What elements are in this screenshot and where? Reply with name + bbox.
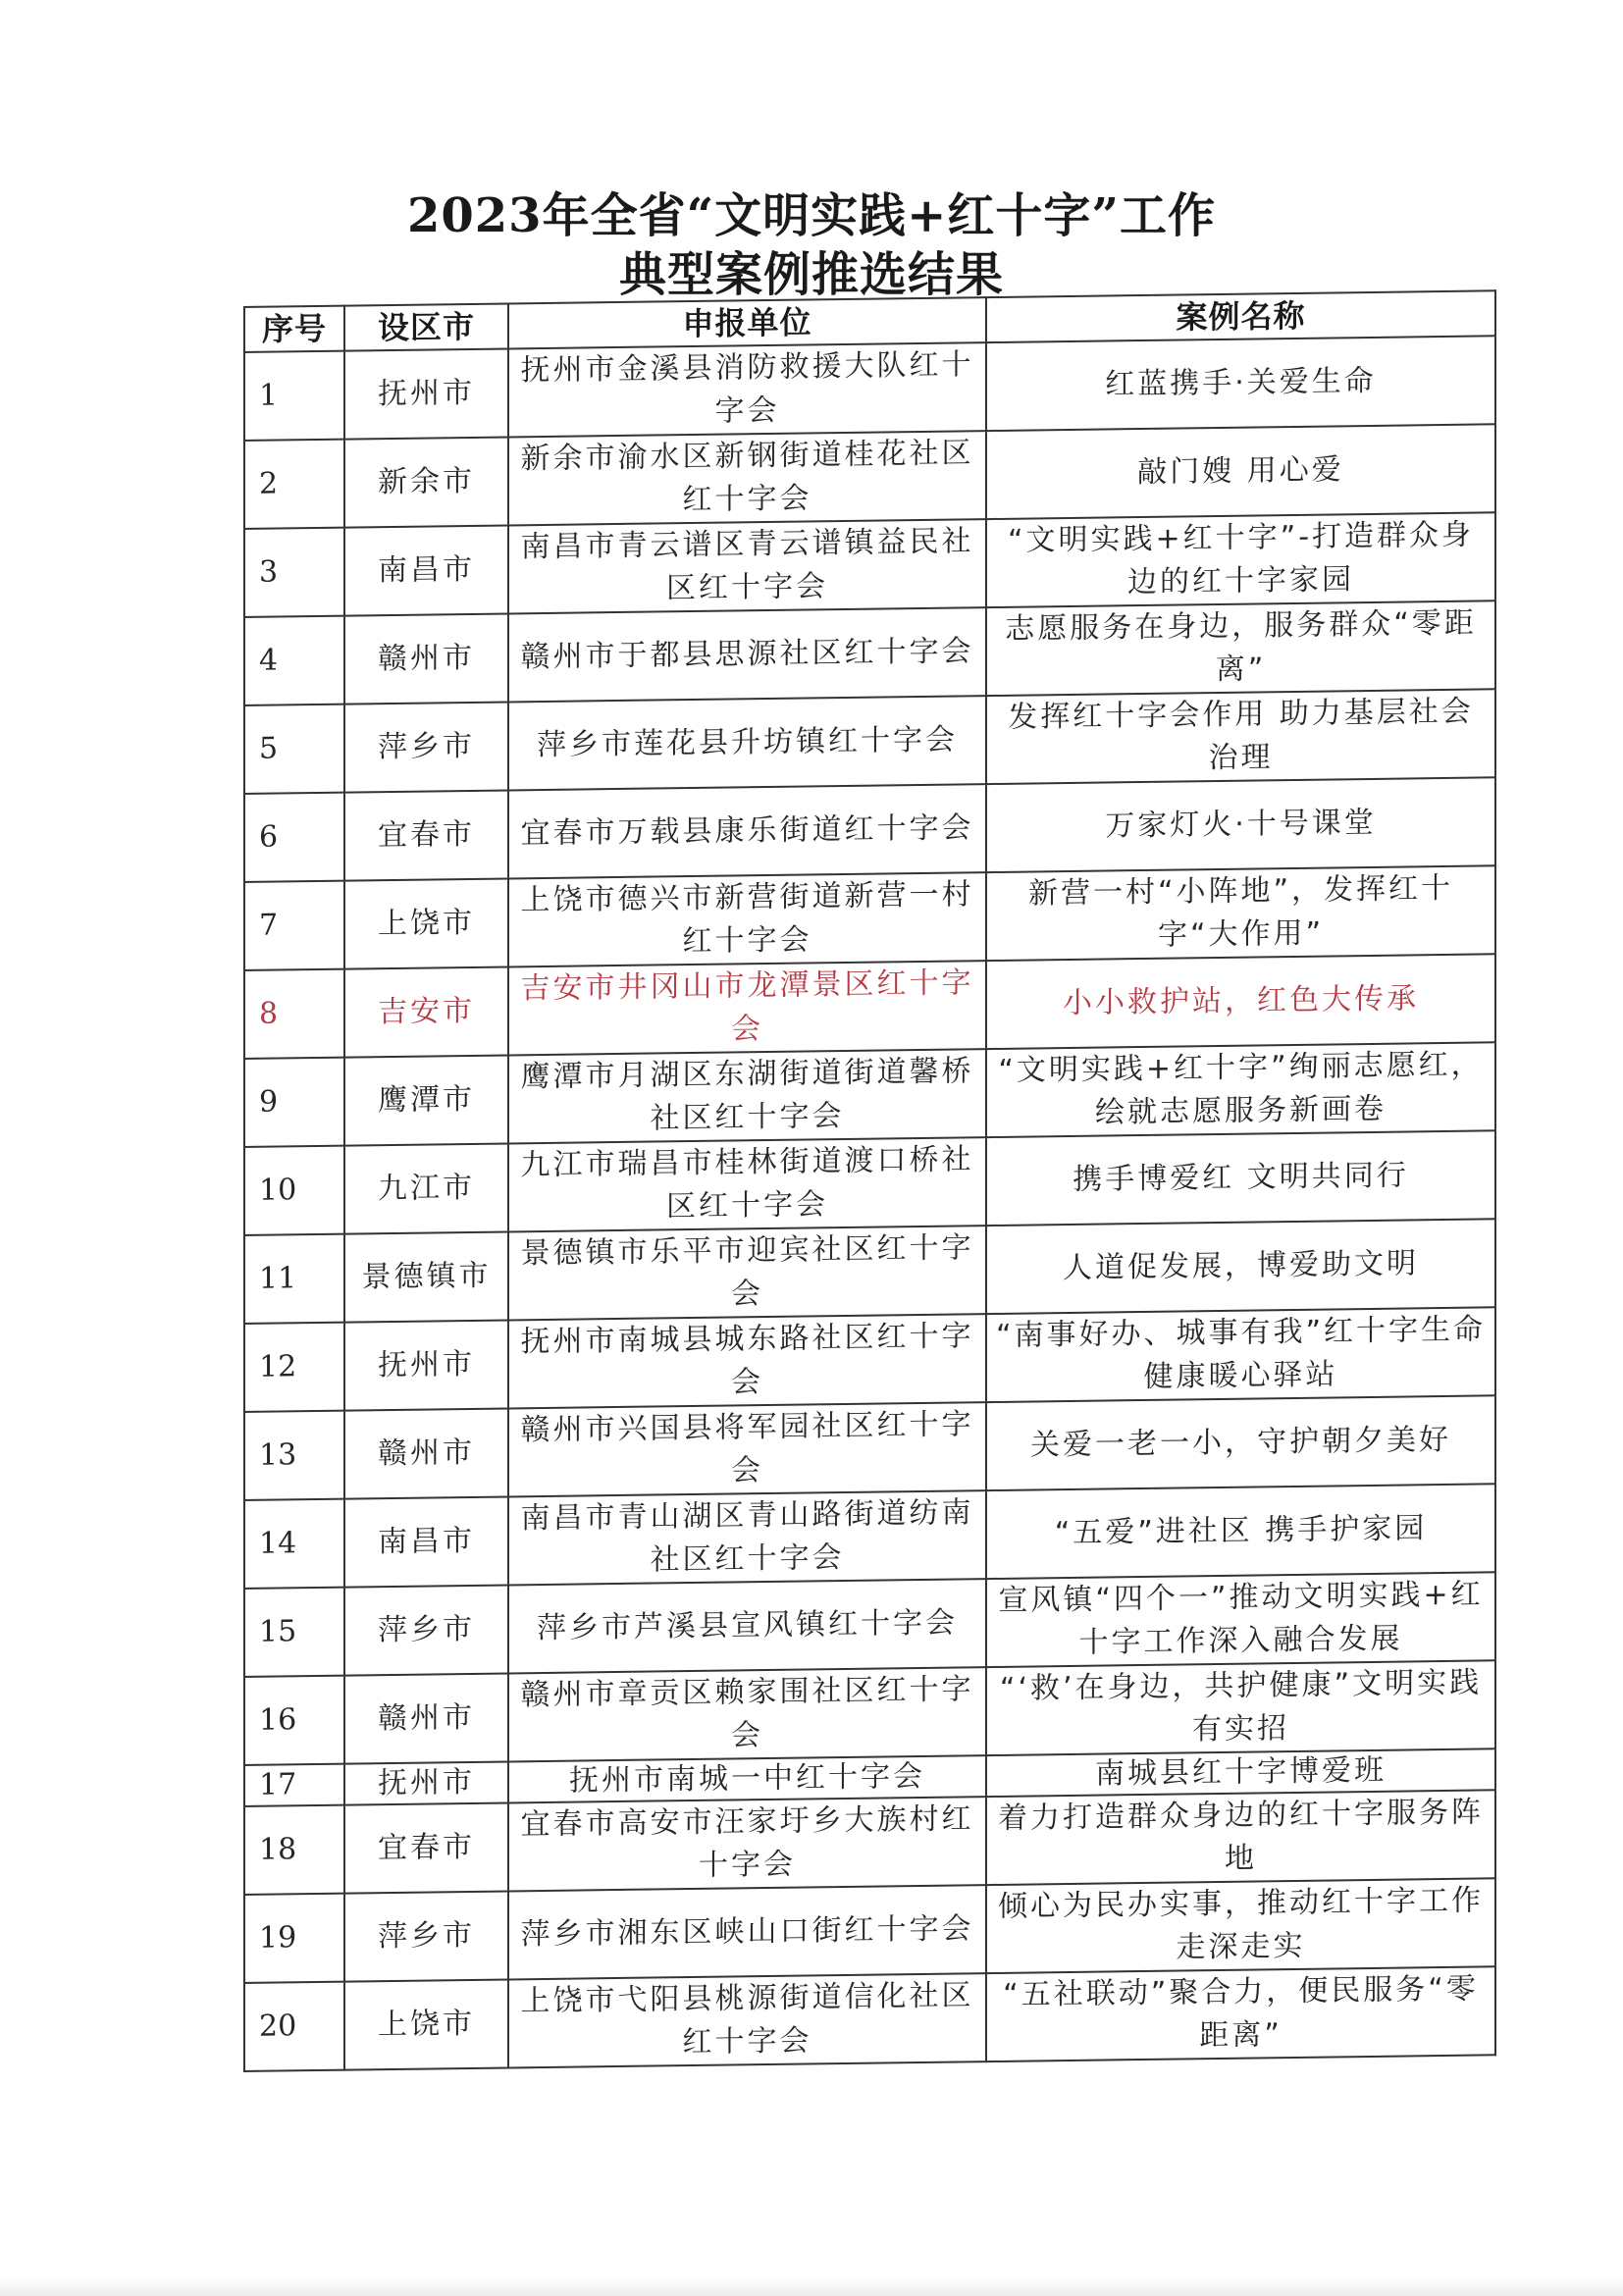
cell-seq: 19 <box>244 1894 344 1983</box>
cell-unit: 赣州市章贡区赖家围社区红十字会 <box>508 1667 986 1761</box>
cell-seq: 8 <box>244 969 344 1059</box>
cell-case: 志愿服务在身边，服务群众“零距离” <box>986 600 1495 696</box>
cell-case: “五社联动”聚合力，便民服务“零距离” <box>986 1966 1495 2061</box>
cell-unit: 宜春市高安市汪家圩乡大族村红十字会 <box>508 1797 986 1891</box>
cell-city: 宜春市 <box>344 790 508 880</box>
cell-unit: 上饶市弋阳县桃源街道信化社区红十字会 <box>508 1973 986 2067</box>
cell-unit: 抚州市南城县城东路社区红十字会 <box>508 1314 986 1408</box>
cell-unit: 景德镇市乐平市迎宾社区红十字会 <box>508 1226 986 1320</box>
header-case: 案例名称 <box>986 290 1495 342</box>
table-row <box>244 336 1495 441</box>
cell-seq: 12 <box>244 1323 344 1412</box>
cell-case: 小小救护站，红色大传承 <box>986 954 1495 1049</box>
cell-case: “文明实践+红十字”绚丽志愿红，绘就志愿服务新画卷 <box>986 1042 1495 1137</box>
cell-unit: 新余市渝水区新钢街道桂花社区红十字会 <box>508 431 986 525</box>
cell-unit: 上饶市德兴市新营街道新营一村红十字会 <box>508 872 986 966</box>
cell-unit: 宜春市万载县康乐街道红十字会 <box>508 784 986 878</box>
table-row <box>244 1130 1495 1235</box>
cell-seq: 2 <box>244 440 344 529</box>
cell-city: 赣州市 <box>344 1673 508 1763</box>
table-row <box>244 600 1495 705</box>
document-title: 2023年全省“文明实践+红十字”工作 <box>406 188 1217 243</box>
cell-city: 赣州市 <box>344 613 508 704</box>
table-row <box>244 865 1495 970</box>
cell-seq: 5 <box>244 704 344 794</box>
document-subtitle: 典型案例推选结果 <box>618 247 1004 302</box>
scan-edge <box>0 2278 1623 2296</box>
table-row <box>244 1484 1495 1589</box>
cell-case: 倾心为民办实事，推动红十字工作走深走实 <box>986 1878 1495 1973</box>
table-row <box>244 1966 1495 2071</box>
cell-unit: 南昌市青云谱区青云谱镇益民社区红十字会 <box>508 519 986 613</box>
cell-seq: 13 <box>244 1411 344 1500</box>
header-unit: 申报单位 <box>508 297 986 348</box>
cell-case: 携手博爱红 文明共同行 <box>986 1130 1495 1226</box>
cell-unit: 鹰潭市月湖区东湖街道街道馨桥社区红十字会 <box>508 1049 986 1143</box>
table-row <box>244 1307 1495 1412</box>
table-row <box>244 777 1495 882</box>
cell-seq: 11 <box>244 1234 344 1324</box>
table-row <box>244 1790 1495 1895</box>
cell-unit: 赣州市兴国县将军园社区红十字会 <box>508 1402 986 1496</box>
cell-seq: 16 <box>244 1676 344 1765</box>
cell-seq: 9 <box>244 1058 344 1147</box>
table-row <box>244 1660 1495 1765</box>
cell-case: 敲门嫂 用心爱 <box>986 424 1495 519</box>
cell-case: “‘救’在身边，共护健康”文明实践有实招 <box>986 1660 1495 1755</box>
cell-unit: 九江市瑞昌市桂林街道渡口桥社区红十字会 <box>508 1137 986 1231</box>
cell-seq: 3 <box>244 528 344 617</box>
cell-seq: 6 <box>244 793 344 882</box>
cell-city: 抚州市 <box>344 1761 508 1804</box>
table-row <box>244 689 1495 794</box>
results-table <box>243 289 1496 2072</box>
cell-city: 萍乡市 <box>344 1585 508 1675</box>
cell-seq: 4 <box>244 616 344 705</box>
table-row <box>244 1572 1495 1677</box>
header-seq: 序号 <box>244 306 344 352</box>
cell-city: 吉安市 <box>344 966 508 1057</box>
cell-case: “南事好办、城事有我”红十字生命健康暖心驿站 <box>986 1307 1495 1402</box>
cell-city: 萍乡市 <box>344 702 508 792</box>
cell-case: “文明实践+红十字”-打造群众身边的红十字家园 <box>986 512 1495 607</box>
cell-unit: 赣州市于都县思源社区红十字会 <box>508 607 986 702</box>
cell-case: 人道促发展，博爱助文明 <box>986 1219 1495 1314</box>
header-city: 设区市 <box>344 303 508 350</box>
cell-case: “五爱”进社区 携手护家园 <box>986 1484 1495 1579</box>
cell-unit: 萍乡市芦溪县宣风镇红十字会 <box>508 1579 986 1673</box>
cell-seq: 15 <box>244 1588 344 1677</box>
results-table-container <box>243 289 1494 2072</box>
cell-city: 景德镇市 <box>344 1231 508 1322</box>
cell-city: 萍乡市 <box>344 1891 508 1981</box>
cell-city: 鹰潭市 <box>344 1055 508 1145</box>
cell-unit: 抚州市南城一中红十字会 <box>508 1755 986 1802</box>
cell-seq: 20 <box>244 1982 344 2071</box>
table-row <box>244 424 1495 529</box>
cell-city: 赣州市 <box>344 1408 508 1498</box>
table-row <box>244 1042 1495 1147</box>
cell-seq: 18 <box>244 1805 344 1895</box>
cell-city: 抚州市 <box>344 348 508 439</box>
cell-city: 上饶市 <box>344 878 508 968</box>
cell-unit: 抚州市金溪县消防救援大队红十字会 <box>508 342 986 437</box>
cell-city: 新余市 <box>344 437 508 527</box>
cell-seq: 1 <box>244 351 344 441</box>
table-row-highlighted <box>244 954 1495 1059</box>
cell-city: 宜春市 <box>344 1802 508 1893</box>
cell-unit: 萍乡市湘东区峡山口街红十字会 <box>508 1885 986 1979</box>
cell-case: 宣风镇“四个一”推动文明实践+红十字工作深入融合发展 <box>986 1572 1495 1667</box>
cell-case: 南城县红十字博爱班 <box>986 1748 1495 1797</box>
cell-seq: 10 <box>244 1146 344 1235</box>
cell-city: 南昌市 <box>344 1496 508 1587</box>
cell-unit: 吉安市井冈山市龙潭景区红十字会 <box>508 961 986 1055</box>
cell-unit: 萍乡市莲花县升坊镇红十字会 <box>508 696 986 790</box>
table-row <box>244 1395 1495 1500</box>
cell-case: 着力打造群众身边的红十字服务阵地 <box>986 1790 1495 1885</box>
cell-city: 上饶市 <box>344 1979 508 2069</box>
cell-seq: 17 <box>244 1764 344 1806</box>
cell-seq: 14 <box>244 1499 344 1589</box>
table-row <box>244 1878 1495 1983</box>
cell-case: 新营一村“小阵地”，发挥红十字“大作用” <box>986 865 1495 961</box>
cell-case: 红蓝携手·关爱生命 <box>986 336 1495 431</box>
table-row <box>244 512 1495 617</box>
table-row <box>244 1219 1495 1324</box>
cell-city: 九江市 <box>344 1143 508 1233</box>
cell-case: 发挥红十字会作用 助力基层社会治理 <box>986 689 1495 784</box>
cell-case: 万家灯火·十号课堂 <box>986 777 1495 872</box>
cell-seq: 7 <box>244 881 344 970</box>
cell-city: 抚州市 <box>344 1320 508 1410</box>
cell-case: 关爱一老一小，守护朝夕美好 <box>986 1395 1495 1490</box>
cell-city: 南昌市 <box>344 525 508 615</box>
cell-unit: 南昌市青山湖区青山路街道纺南社区红十字会 <box>508 1490 986 1585</box>
